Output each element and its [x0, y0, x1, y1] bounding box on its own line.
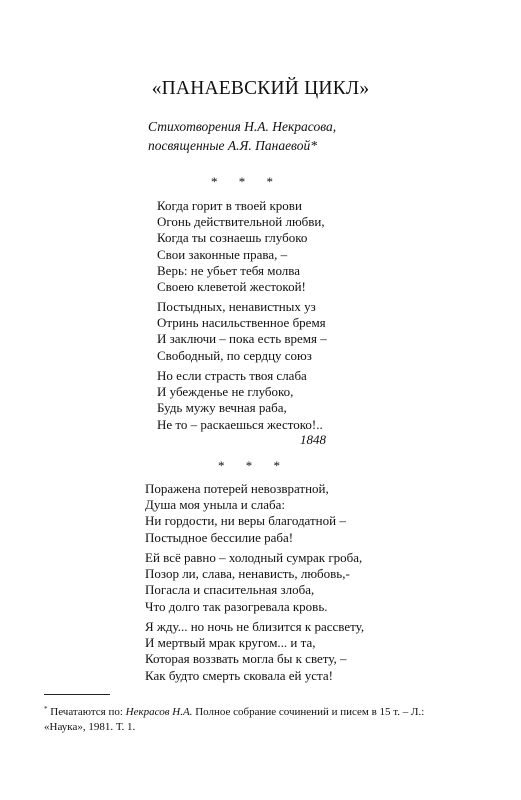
- poem-1-stanza-1: [157, 198, 325, 295]
- poem-1-stanza-2: [157, 299, 327, 364]
- verse-line: И убежденье не глубоко,: [157, 384, 294, 400]
- verse-line: Когда горит в твоей крови: [157, 198, 302, 213]
- subtitle-line: посвященные А.Я. Панаевой*: [148, 138, 317, 153]
- verse-line: Свои законные права, –: [157, 246, 288, 262]
- verse-line: Как будто смерть сковала ей уста!: [145, 667, 333, 683]
- verse-line: И заключи – пока есть время –: [157, 331, 327, 347]
- verse-line: Верь: не убьет тебя молва: [157, 262, 301, 278]
- verse-line: Я жду... но ночь не близится к рассвету,: [145, 619, 365, 634]
- poem-1-stanza-3: [157, 368, 323, 433]
- verse-line: Огонь действительной любви,: [157, 214, 325, 230]
- subtitle: [148, 117, 336, 155]
- verse-line: Что долго так разогревала кровь.: [145, 598, 328, 614]
- poem-1-separator: * * *: [211, 174, 282, 189]
- verse-line: Будь мужу вечная раба,: [157, 400, 287, 416]
- footnote-author: Некрасов Н.А.: [125, 706, 193, 718]
- poem-2-stanza-3: [145, 619, 364, 684]
- verse-line: Которая воззвать могла бы к свету, –: [145, 651, 347, 667]
- verse-line: Ей всё равно – холодный сумрак гроба,: [145, 550, 363, 565]
- verse-line: Постыдное бессилие раба!: [145, 529, 294, 545]
- page-title: «ПАНАЕВСКИЙ ЦИКЛ»: [151, 78, 370, 99]
- verse-line: Ни гордости, ни веры благодатной –: [145, 513, 346, 529]
- verse-line: Душа моя уныла и слаба:: [145, 497, 286, 513]
- verse-line: Погасла и спасительная злоба,: [145, 582, 315, 598]
- verse-line: Когда ты сознаешь глубоко: [157, 230, 308, 246]
- verse-line: Своею клеветой жестокой!: [157, 279, 306, 295]
- poem-1-date: 1848: [300, 432, 326, 447]
- footnote-marker: *: [44, 705, 48, 713]
- footnote-intro: Печатаются по:: [47, 706, 126, 718]
- verse-line: Позор ли, слава, ненависть, любовь,-: [145, 566, 350, 582]
- poem-2-separator: * * *: [218, 458, 289, 473]
- footnote-source: Полное собрание сочинений и писем в 15 т. – Л.:: [192, 706, 425, 718]
- verse-line: Отринь насильственное бремя: [157, 315, 326, 331]
- poem-2-stanza-1: [145, 481, 346, 546]
- verse-line: И мертвый мрак кругом... и та,: [145, 635, 316, 651]
- poem-2-stanza-2: [145, 550, 362, 615]
- subtitle-line: Стихотворения Н.А. Некрасова,: [148, 119, 337, 134]
- footnote-rule: [44, 694, 110, 695]
- footnote-line: [44, 702, 484, 720]
- footnote: [44, 702, 484, 735]
- verse-line: Не то – раскаешься жестоко!..: [157, 416, 323, 432]
- verse-line: Но если страсть твоя слаба: [157, 368, 307, 383]
- footnote-line: «Наука», 1981. Т. 1.: [44, 721, 136, 733]
- verse-line: Свободный, по сердцу союз: [157, 347, 312, 363]
- verse-line: Поражена потерей невозвратной,: [145, 481, 329, 496]
- verse-line: Постыдных, ненавистных уз: [157, 299, 316, 314]
